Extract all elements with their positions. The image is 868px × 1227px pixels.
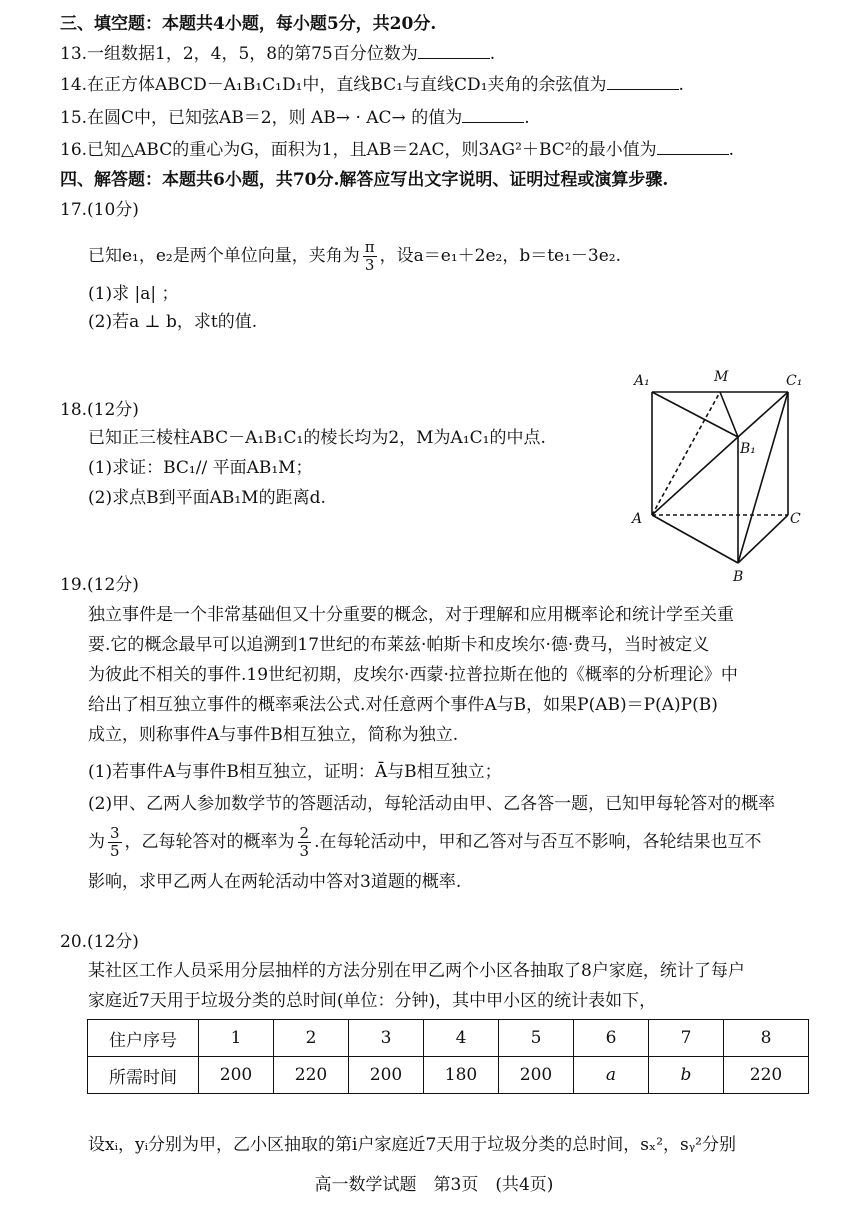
q19-p2-b: ，乙每轮答对的概率为	[124, 832, 295, 852]
q13-text: 13.一组数据1，2，4，5，8的第75百分位数为	[60, 44, 418, 64]
segment-BC1	[738, 392, 788, 563]
label-C1: C₁	[786, 373, 803, 389]
table-cell: 4	[424, 1020, 499, 1057]
q18-part1: (1)求证：BC₁// 平面AB₁M；	[88, 458, 313, 478]
q19-part2-line1: (2)甲、乙两人参加数学节的答题活动，每轮活动由甲、乙各答一题，已知甲每轮答对的概率	[88, 794, 776, 814]
section3-heading: 三、填空题：本题共4小题，每小题5分，共20分.	[60, 14, 437, 34]
table-cell: 2	[274, 1020, 349, 1057]
label-A1: A₁	[634, 373, 650, 389]
q14-text: 14.在正方体ABCD－A₁B₁C₁D₁中，直线BC₁与直线CD₁夹角的余弦值为	[60, 75, 607, 95]
q15-end: .	[524, 108, 530, 128]
table-cell: 200	[349, 1057, 424, 1094]
q13-end: .	[489, 44, 496, 64]
edge-AB	[652, 515, 738, 563]
q19-part2-line2	[88, 822, 762, 862]
q15-text: 15.在圆C中，已知弦AB＝2，则 AB→ · AC→ 的值为	[60, 108, 463, 128]
table-row-time	[88, 1057, 809, 1094]
prism-figure	[620, 365, 820, 590]
segment-MB1	[720, 392, 738, 437]
table-cell: 220	[274, 1057, 349, 1094]
question-16	[60, 138, 734, 162]
q17-part1: (1)求 |a| ；	[88, 284, 179, 304]
q20-line-1: 某社区工作人员采用分层抽样的方法分别在甲乙两个小区各抽取了8户家庭，统计了每户	[88, 961, 745, 981]
q17-stem-b: ，设a＝e₁＋2e₂，b＝te₁－3e₂.	[379, 246, 622, 266]
q17-stem-a: 已知e₁，e₂是两个单位向量，夹角为	[88, 246, 360, 266]
q19-p2-a: 为	[88, 832, 105, 852]
q16-text: 16.已知△ABC的重心为G，面积为1，且AB＝2AC，则3AG²＋BC²的最小值为	[60, 140, 657, 160]
q20-line-2: 家庭近7天用于垃圾分类的总时间(单位：分钟)，其中甲小区的统计表如下，	[88, 991, 657, 1011]
table-header-cell: 所需时间	[88, 1057, 199, 1094]
q19-line-5: 成立，则称事件A与事件B相互独立，简称为独立.	[88, 725, 459, 745]
q19-title: 19.(12分)	[60, 575, 139, 595]
edge-A1B1	[652, 392, 738, 437]
label-A: A	[632, 511, 643, 527]
q19-frac2-den: 3	[299, 842, 310, 860]
section4-heading: 四、解答题：本题共6小题，共70分.解答应写出文字说明、证明过程或演算步骤.	[60, 170, 669, 190]
edge-B1C1	[738, 392, 788, 437]
table-cell: 5	[499, 1020, 574, 1057]
label-B1: B₁	[740, 441, 756, 457]
q20-title: 20.(12分)	[60, 932, 139, 952]
label-M: M	[714, 369, 729, 385]
q17-frac-num: π	[364, 238, 375, 256]
q19-frac1-den: 5	[110, 842, 120, 860]
table-cell: 3	[349, 1020, 424, 1057]
table-cell: 180	[424, 1057, 499, 1094]
q18-part2: (2)求点B到平面AB₁M的距离d.	[88, 488, 326, 508]
q18-title: 18.(12分)	[60, 400, 139, 420]
table-cell: a	[574, 1057, 649, 1094]
segment-AB1	[652, 437, 738, 515]
q17-part2: (2)若a ⊥ b，求t的值.	[88, 312, 258, 332]
table-cell: 8	[724, 1020, 809, 1057]
q19-line-1: 独立事件是一个非常基础但又十分重要的概念，对于理解和应用概率论和统计学至关重	[88, 605, 734, 625]
table-cell: 200	[499, 1057, 574, 1094]
q16-end: .	[728, 140, 734, 160]
q19-line-4: 给出了相互独立事件的概率乘法公式.对任意两个事件A与B，如果P(AB)＝P(A)P(B)	[88, 695, 718, 715]
q19-line-2: 要.它的概念最早可以追溯到17世纪的布莱兹·帕斯卡和皮埃尔·德·费马，当时被定义	[88, 635, 710, 655]
question-15	[60, 106, 530, 130]
q14-answer-blank[interactable]	[607, 73, 679, 90]
table-header-cell: 住户序号	[88, 1020, 199, 1057]
q17-stem	[88, 236, 621, 276]
time-table	[87, 1019, 809, 1094]
q17-fraction	[363, 239, 377, 274]
label-B: B	[733, 569, 744, 585]
q13-answer-blank[interactable]	[418, 42, 490, 59]
q17-frac-den: 3	[364, 256, 375, 274]
q17-title: 17.(10分)	[60, 200, 139, 220]
question-13	[60, 42, 495, 66]
table-row-household	[88, 1020, 809, 1057]
q19-fraction-2	[298, 825, 312, 860]
table-cell: 200	[199, 1057, 274, 1094]
q19-line-3: 为彼此不相关的事件.19世纪初期，皮埃尔·西蒙·拉普拉斯在他的《概率的分析理论》中	[88, 665, 738, 685]
q15-answer-blank[interactable]	[462, 106, 524, 123]
q19-part2-line3: 影响，求甲乙两人在两轮活动中答对3道题的概率.	[88, 872, 462, 892]
prism-edges	[652, 392, 788, 563]
q19-frac1-num: 3	[110, 824, 120, 842]
table-cell: b	[649, 1057, 724, 1094]
q19-fraction-1	[108, 825, 122, 860]
q19-part1: (1)若事件A与事件B相互独立，证明：Ā与B相互独立；	[88, 762, 502, 782]
question-14	[60, 73, 684, 97]
page-footer: 高一数学试题 第3页 (共4页)	[314, 1175, 554, 1195]
q14-end: .	[678, 75, 684, 95]
table-cell: 7	[649, 1020, 724, 1057]
q19-frac2-num: 2	[299, 824, 310, 842]
q19-p2-c: .在每轮活动中，甲和乙答对与否互不影响，各轮结果也互不	[314, 832, 762, 852]
q20-line-3: 设xᵢ，yᵢ分别为甲，乙小区抽取的第i户家庭近7天用于垃圾分类的总时间，sₓ²，sᵧ²分别	[88, 1135, 736, 1155]
q18-stem: 已知正三棱柱ABC－A₁B₁C₁的棱长均为2，M为A₁C₁的中点.	[88, 428, 546, 448]
table-cell: 1	[199, 1020, 274, 1057]
label-C: C	[790, 511, 801, 527]
table-cell: 220	[724, 1057, 809, 1094]
q16-answer-blank[interactable]	[657, 138, 729, 155]
table-cell: 6	[574, 1020, 649, 1057]
